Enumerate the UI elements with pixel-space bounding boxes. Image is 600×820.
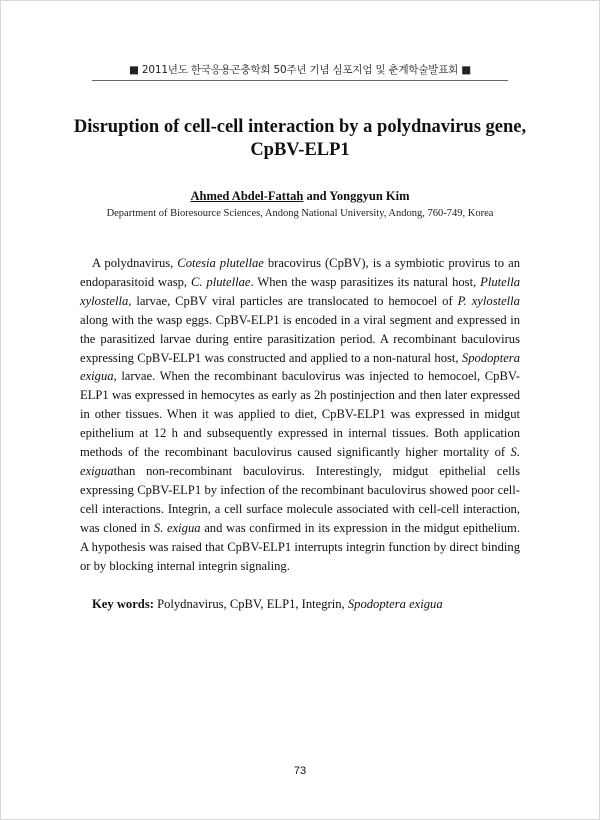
abstract-text: . When the wasp parasitizes its natural host, [250, 274, 481, 289]
abstract-text: , larvae, CpBV viral particles are translocated to hemocoel of [128, 293, 458, 308]
abstract-text: A polydnavirus, [92, 256, 178, 270]
abstract-italic-term: Cotesia plutellae [177, 256, 264, 270]
paper-title [70, 116, 530, 162]
header-divider [92, 80, 508, 81]
author-line [70, 189, 530, 204]
abstract-body [80, 254, 520, 575]
abstract-italic-term: S. exigua [80, 445, 520, 478]
abstract-italic-term: C. plutellae [190, 274, 251, 289]
page-number: 73 [293, 765, 307, 777]
first-author: Ahmed Abdel-Fattah [190, 189, 304, 203]
keywords [92, 597, 522, 612]
affiliation: Department of Bioresource Sciences, Andong National University, Andong, 760-749, Korea [106, 208, 494, 219]
title-line-1: Disruption of cell-cell interaction by a polydnavirus gene, [73, 117, 527, 137]
abstract-italic-term: Plutella xylostella [80, 274, 520, 308]
abstract-text: than non-recombinant baculovirus. Interestingly, midgut epithelial cells expressing CpBV-ELP1 by infection of the recombinant baculovirus showed poor cell-cell interactions. Integrin, a cell surface molecule associated with cell-cell interaction, was cloned in [80, 463, 520, 535]
keywords-list: Polydnavirus, CpBV, ELP1, Integrin, [153, 597, 348, 611]
keywords-label: Key words: [92, 597, 154, 611]
abstract-text: and was confirmed in its expression in the midgut epithelium. A hypothesis was raised that CpBV-ELP1 interrupts integrin function by direct binding or by blocking internal integrin signaling. [80, 520, 520, 573]
abstract-text: along with the wasp eggs. CpBV-ELP1 is encoded in a viral segment and expressed in the parasitized larvae during entire parasitization period. A recombinant baculovirus expressing CpBV-ELP1 was constructed and applied to a non-natural host, [80, 312, 520, 365]
abstract-italic-term: P. xylostella [457, 293, 520, 308]
other-authors: and Yonggyun Kim [303, 189, 410, 203]
abstract-italic-term: Spodoptera exigua [80, 350, 520, 384]
keywords-italic-term: Spodoptera exigua [347, 597, 443, 611]
running-header: ■ 2011년도 한국응용곤충학회 50주년 기념 심포지엄 및 춘계학술발표회 ■ [129, 64, 471, 76]
abstract-text: , larvae. When the recombinant baculovirus was injected to hemocoel, CpBV-ELP1 was expressed in hemocytes as early as 2h postinjection and then later expressed in other tissues. When it was applied to diet, CpBV-ELP1 was expressed in midgut epithelium at 12 h and subsequently expressed in internal tissues. Both application methods of the recombinant baculovirus caused significantly higher mortality of [80, 369, 520, 460]
abstract-italic-term: S. exigua [153, 520, 201, 535]
abstract-text: bracovirus (CpBV), is a symbiotic provirus to an endoparasitoid wasp, [80, 256, 520, 289]
title-line-2: CpBV-ELP1 [250, 140, 350, 160]
